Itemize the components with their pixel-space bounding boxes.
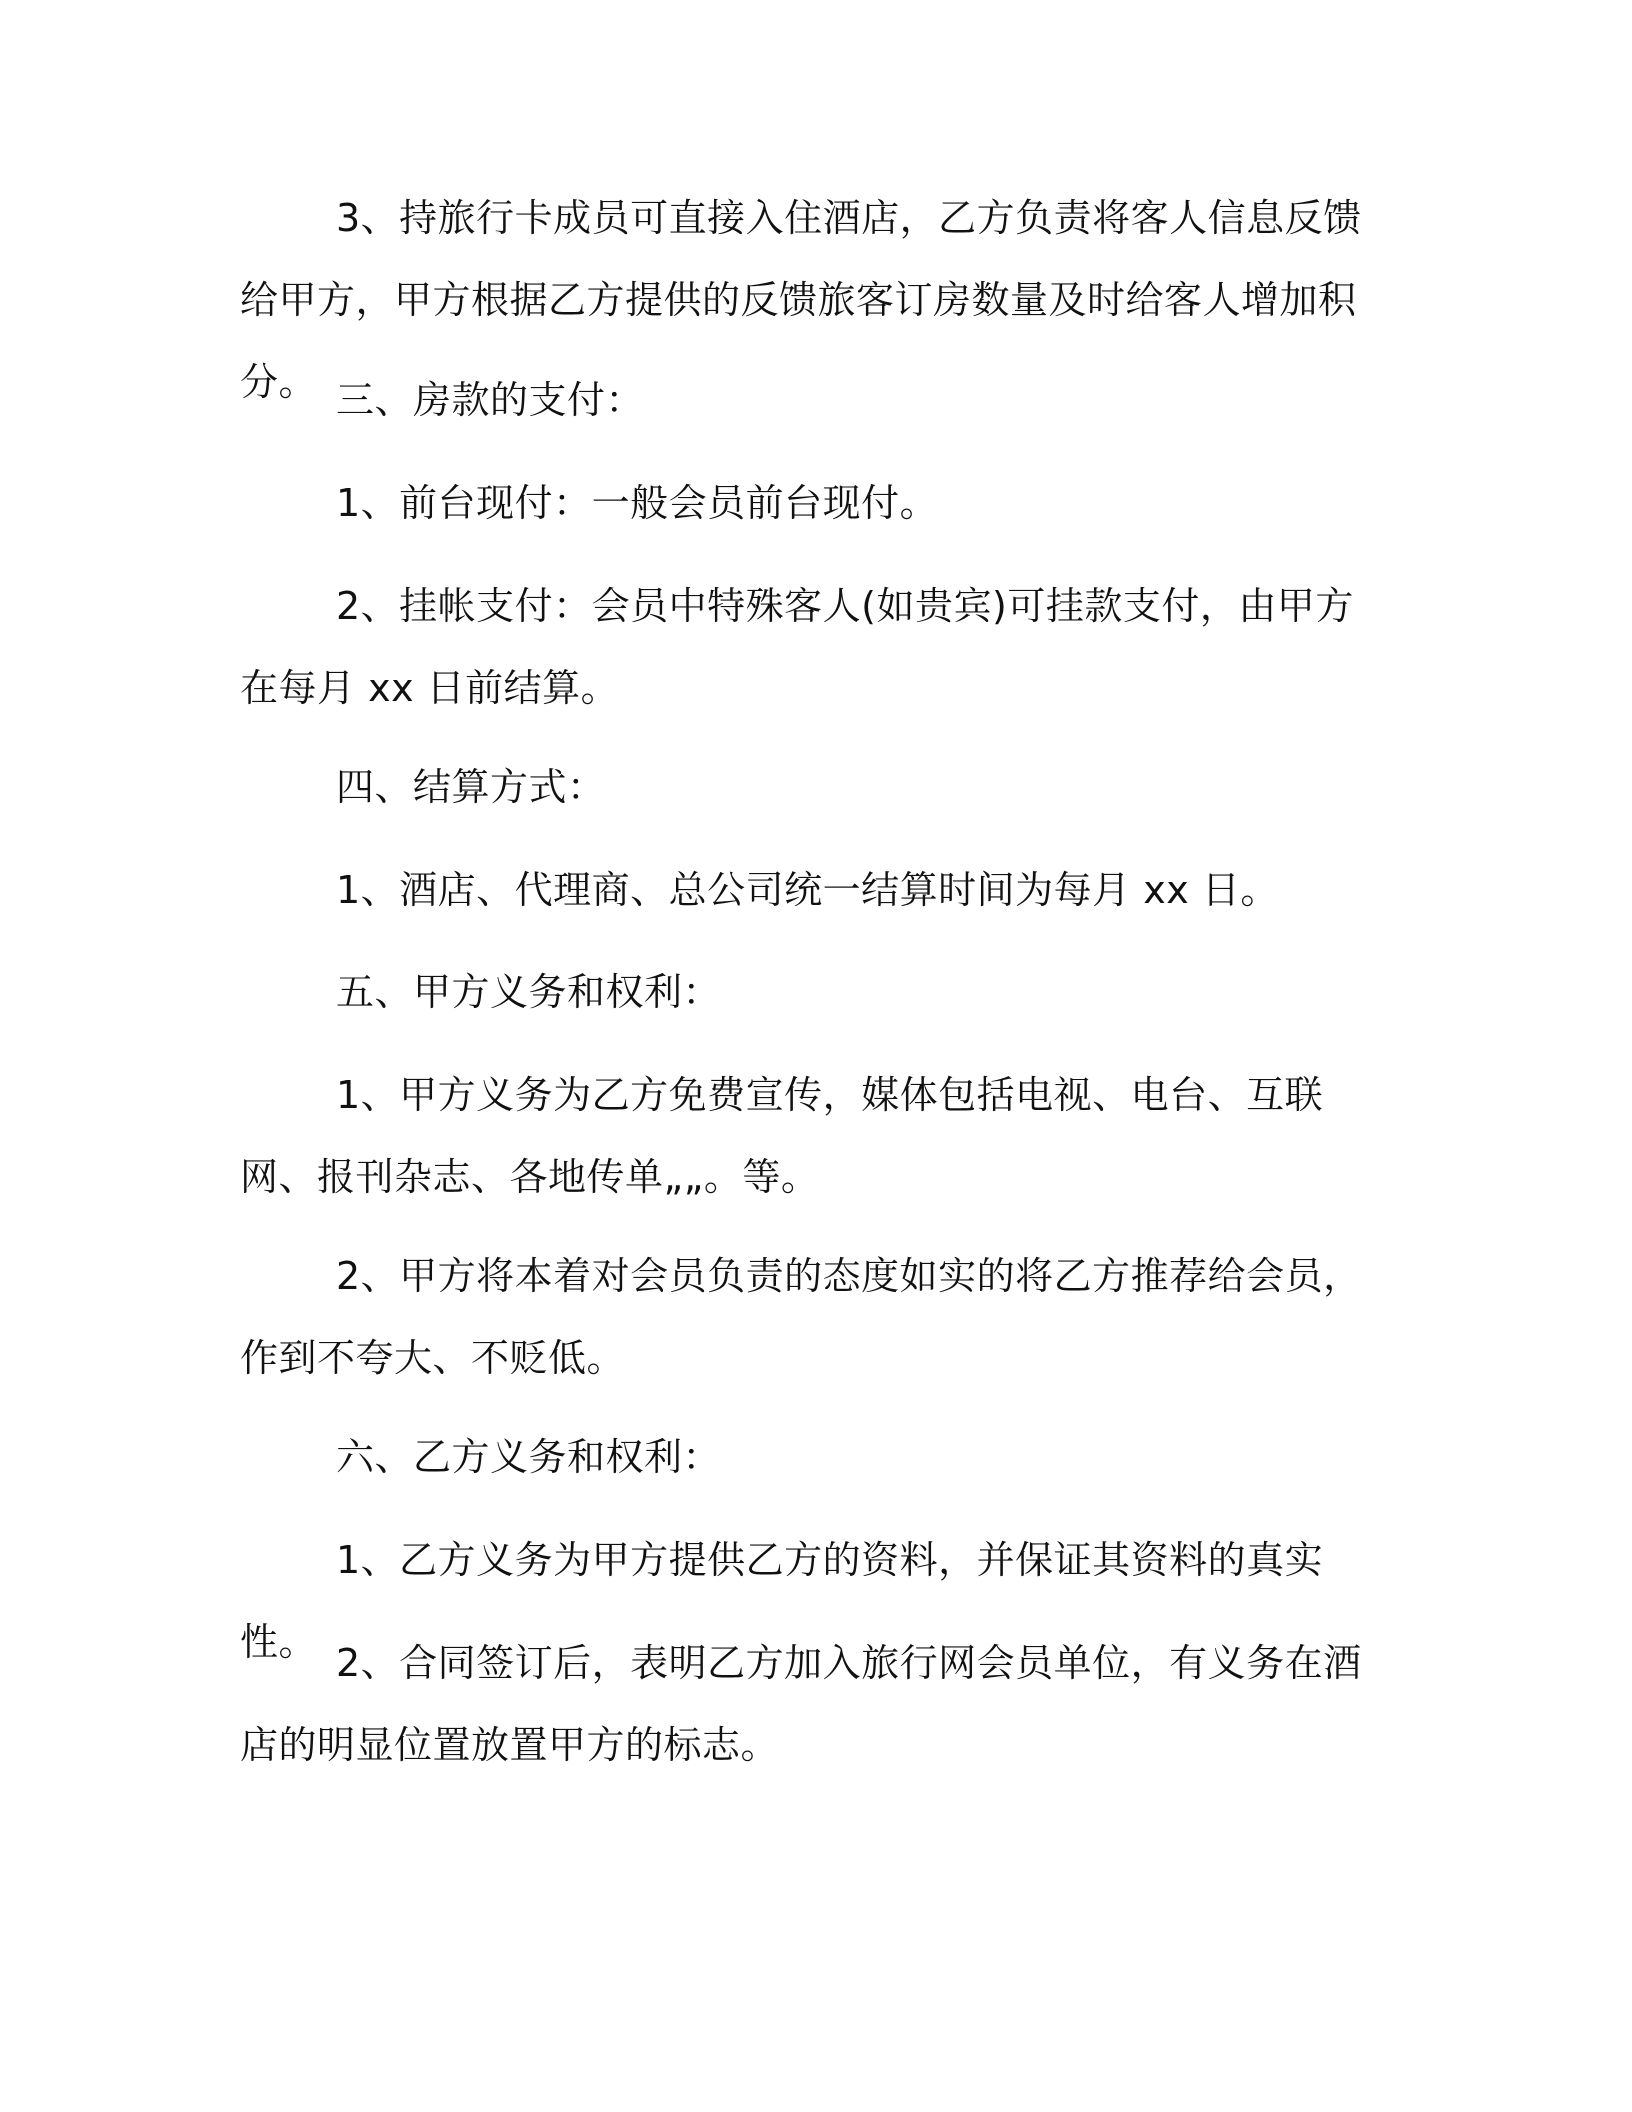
heading-party-b-obligations: 六、乙方义务和权利： xyxy=(336,1435,722,1479)
heading-room-payment: 三、房款的支付： xyxy=(336,378,645,422)
paragraph-front-desk-payment: 1、前台现付：一般会员前台现付。 xyxy=(336,481,939,525)
paragraph-party-b-materials: 1、乙方义务为甲方提供乙方的资料，并保证其资料的真实性。 xyxy=(240,1538,1324,1664)
paragraph-account-payment: 2、挂帐支付：会员中特殊客人(如贵宾)可挂款支付，由甲方在每月 xx 日前结算。 xyxy=(240,584,1354,710)
heading-party-a-obligations: 五、甲方义务和权利： xyxy=(336,970,722,1014)
paragraph-settlement-time: 1、酒店、代理商、总公司统一结算时间为每月 xx 日。 xyxy=(336,868,1279,912)
heading-settlement-method: 四、结算方式： xyxy=(336,765,606,809)
paragraph-party-b-logo: 2、合同签订后，表明乙方加入旅行网会员单位，有义务在酒店的明显位置放置甲方的标志。 xyxy=(240,1641,1362,1767)
paragraph-party-a-recommendation: 2、甲方将本着对会员负责的态度如实的将乙方推荐给会员，作到不夸大、不贬低。 xyxy=(240,1254,1362,1380)
paragraph-party-a-promotion: 1、甲方义务为乙方免费宣传，媒体包括电视、电台、互联网、报刊杂志、各地传单„„。等。 xyxy=(240,1073,1324,1199)
paragraph-points-feedback: 3、持旅行卡成员可直接入住酒店，乙方负责将客人信息反馈给甲方，甲方根据乙方提供的反馈旅客订房数量及时给客人增加积分。 xyxy=(240,196,1362,404)
